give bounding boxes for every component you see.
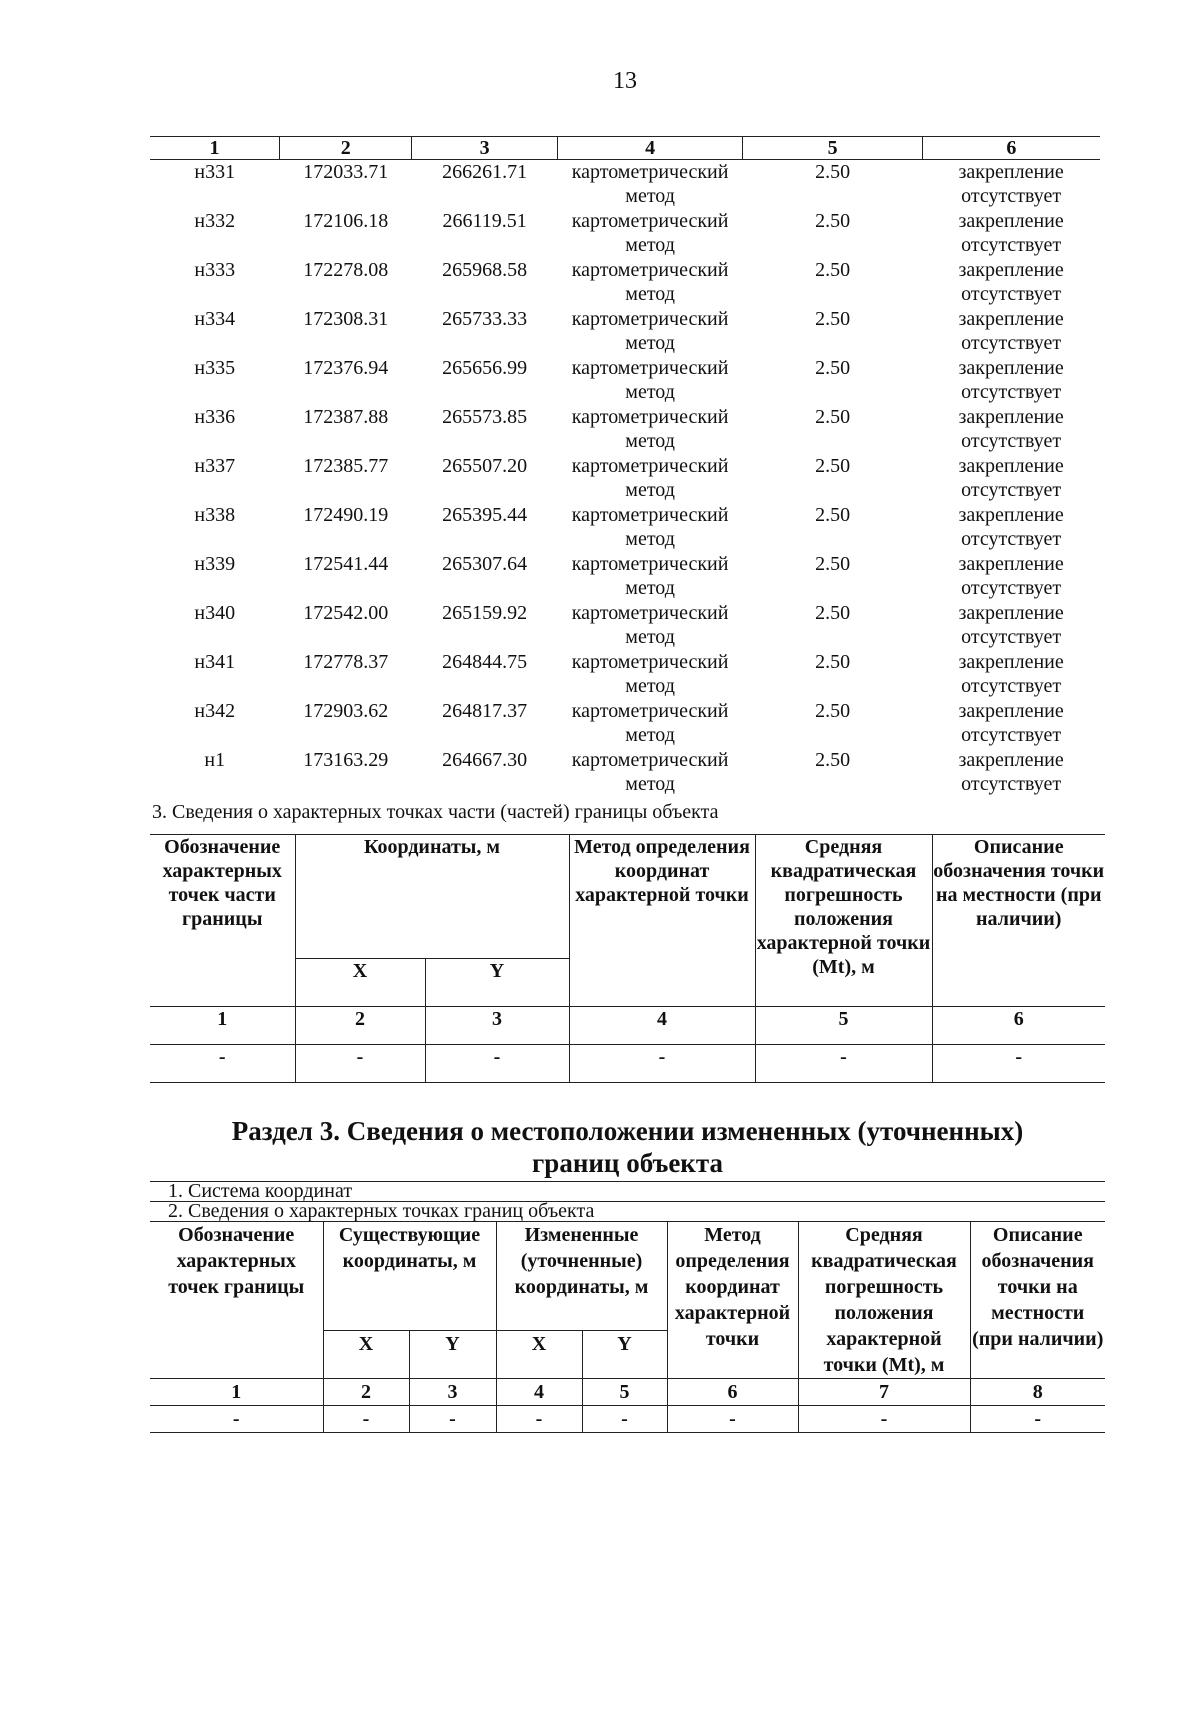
- cell-coord-y: 266261.71: [442, 161, 528, 183]
- cell-line: метод: [625, 430, 675, 452]
- col-number: 8: [970, 1379, 1105, 1406]
- cell-line: отсутствует: [961, 773, 1062, 795]
- cell-method: [557, 650, 743, 699]
- cell-coord-y: 265307.64: [442, 553, 528, 575]
- cell-line: метод: [625, 675, 675, 697]
- cell-description: [922, 748, 1100, 797]
- cell-line: закрепление: [958, 210, 1064, 232]
- header-x: X: [295, 959, 425, 1007]
- cell-accuracy: 2.50: [815, 210, 851, 232]
- cell-line: закрепление: [958, 504, 1064, 526]
- cell-coord-y: 264844.75: [442, 651, 528, 673]
- empty-cell: -: [970, 1406, 1105, 1433]
- empty-cell: -: [755, 1045, 932, 1083]
- cell-point-id: н332: [194, 210, 236, 232]
- cell-accuracy: 2.50: [815, 308, 851, 330]
- header-method: Метод определения координат характерной точки: [667, 1222, 798, 1379]
- col-header-2: 2: [279, 137, 411, 160]
- cell-coord-y: 265733.33: [442, 308, 528, 330]
- cell-line: метод: [625, 381, 675, 403]
- cell-line: отсутствует: [961, 283, 1062, 305]
- empty-cell: -: [798, 1406, 970, 1433]
- cell-coord-y: 265507.20: [442, 455, 528, 477]
- empty-cell: -: [150, 1406, 323, 1433]
- cell-coord-x: 173163.29: [303, 749, 389, 771]
- header-y-changed: Y: [582, 1330, 667, 1378]
- cell-accuracy: 2.50: [815, 700, 851, 722]
- cell-description: [922, 601, 1100, 650]
- cell-line: метод: [625, 724, 675, 746]
- cell-coord-x: 172387.88: [303, 406, 389, 428]
- cell-point-id: н338: [194, 504, 236, 526]
- cell-line: отсутствует: [961, 675, 1062, 697]
- cell-line: закрепление: [958, 259, 1064, 281]
- cell-coord-y: 264817.37: [442, 700, 528, 722]
- cell-method: [557, 307, 743, 356]
- header-coordinates: Координаты, м: [295, 835, 569, 959]
- empty-cell: -: [150, 1045, 295, 1083]
- cell-coord-x: 172376.94: [303, 357, 389, 379]
- cell-line: отсутствует: [961, 332, 1062, 354]
- cell-line: метод: [625, 479, 675, 501]
- points-table-header: [150, 137, 1100, 160]
- section-3-title-line1: Раздел 3. Сведения о местоположении измененных (уточненных): [231, 1116, 1024, 1146]
- cell-line: закрепление: [958, 455, 1064, 477]
- section-3-title-line2: границ объекта: [532, 1148, 723, 1178]
- cell-line: картометрический: [571, 406, 729, 428]
- cell-accuracy: 2.50: [815, 406, 851, 428]
- cell-method: [557, 699, 743, 748]
- header-changed-coordinates: Измененные (уточненные) координаты, м: [496, 1222, 667, 1331]
- cell-point-id: н342: [194, 700, 236, 722]
- cell-coord-x: 172903.62: [303, 700, 389, 722]
- cell-point-id: н335: [194, 357, 236, 379]
- cell-accuracy: 2.50: [815, 504, 851, 526]
- cell-method: [557, 209, 743, 258]
- header-y: Y: [425, 959, 569, 1007]
- cell-description: [922, 454, 1100, 503]
- header-error: Средняя квадратическая погрешность положения характерной точки (Mt), м: [755, 835, 932, 1007]
- table-row: [150, 405, 1100, 454]
- cell-coord-y: 265573.85: [442, 406, 528, 428]
- cell-point-id: н331: [194, 161, 236, 183]
- cell-line: картометрический: [571, 308, 729, 330]
- cell-coord-x: 172541.44: [303, 553, 389, 575]
- cell-coord-x: 172106.18: [303, 210, 389, 232]
- cell-coord-y: 265968.58: [442, 259, 528, 281]
- header-description: Описание обозначения точки на местности (при наличии): [970, 1222, 1105, 1379]
- col-number: 3: [425, 1007, 569, 1045]
- empty-cell: -: [569, 1045, 755, 1083]
- cell-line: картометрический: [571, 749, 729, 771]
- cell-line: метод: [625, 185, 675, 207]
- cell-line: картометрический: [571, 210, 729, 232]
- col-number: 2: [295, 1007, 425, 1045]
- cell-coord-y: 265395.44: [442, 504, 528, 526]
- cell-line: закрепление: [958, 700, 1064, 722]
- cell-line: картометрический: [571, 357, 729, 379]
- cell-point-id: н340: [194, 602, 236, 624]
- table-row: [150, 699, 1100, 748]
- cell-line: отсутствует: [961, 626, 1062, 648]
- col-header-6: 6: [922, 137, 1100, 160]
- header-error: Средняя квадратическая погрешность положения характерной точки (Mt), м: [798, 1222, 970, 1379]
- cell-method: [557, 503, 743, 552]
- cell-coord-x: 172542.00: [303, 602, 389, 624]
- col-number: 6: [932, 1007, 1105, 1045]
- table-row: [150, 601, 1100, 650]
- header-x-changed: X: [496, 1330, 582, 1378]
- cell-description: [922, 503, 1100, 552]
- col-number: 5: [582, 1379, 667, 1406]
- coordinate-system-line: 1. Система координат: [150, 1182, 1105, 1202]
- boundary-points-line: 2. Сведения о характерных точках границ объекта: [150, 1202, 1105, 1222]
- header-method: Метод определения координат характерной точки: [569, 835, 755, 1007]
- cell-point-id: н337: [194, 455, 236, 477]
- header-y-existing: Y: [409, 1330, 496, 1378]
- table-row: [150, 552, 1100, 601]
- cell-line: закрепление: [958, 161, 1064, 183]
- cell-line: закрепление: [958, 602, 1064, 624]
- cell-description: [922, 307, 1100, 356]
- col-number: 4: [496, 1379, 582, 1406]
- cell-description: [922, 650, 1100, 699]
- cell-line: картометрический: [571, 259, 729, 281]
- header-x-existing: X: [323, 1330, 409, 1378]
- cell-accuracy: 2.50: [815, 161, 851, 183]
- cell-description: [922, 405, 1100, 454]
- table-row: [150, 356, 1100, 405]
- section-caption-parts: 3. Сведения о характерных точках части (частей) границы объекта: [152, 801, 719, 823]
- table-row: [150, 748, 1100, 797]
- cell-line: метод: [625, 528, 675, 550]
- empty-cell: -: [425, 1045, 569, 1083]
- cell-method: [557, 601, 743, 650]
- col-number: 5: [755, 1007, 932, 1045]
- cell-coord-y: 265159.92: [442, 602, 528, 624]
- empty-cell: -: [323, 1406, 409, 1433]
- table-row: [150, 503, 1100, 552]
- cell-coord-x: 172778.37: [303, 651, 389, 673]
- cell-line: картометрический: [571, 504, 729, 526]
- cell-line: отсутствует: [961, 479, 1062, 501]
- cell-line: закрепление: [958, 308, 1064, 330]
- cell-coord-y: 266119.51: [442, 210, 527, 232]
- cell-point-id: н339: [194, 553, 236, 575]
- cell-line: отсутствует: [961, 234, 1062, 256]
- cell-accuracy: 2.50: [815, 553, 851, 575]
- cell-line: картометрический: [571, 553, 729, 575]
- cell-line: отсутствует: [961, 185, 1062, 207]
- cell-point-id: н333: [194, 259, 236, 281]
- cell-line: картометрический: [571, 700, 729, 722]
- cell-line: закрепление: [958, 357, 1064, 379]
- cell-method: [557, 454, 743, 503]
- empty-cell: -: [582, 1406, 667, 1433]
- cell-line: метод: [625, 626, 675, 648]
- cell-coord-x: 172490.19: [303, 504, 389, 526]
- col-number: 1: [150, 1007, 295, 1045]
- header-existing-coordinates: Существующие координаты, м: [323, 1222, 496, 1331]
- cell-method: [557, 160, 743, 210]
- table-row: [150, 454, 1100, 503]
- cell-point-id: н1: [204, 749, 226, 771]
- cell-description: [922, 209, 1100, 258]
- col-header-1: 1: [150, 137, 279, 160]
- cell-line: отсутствует: [961, 430, 1062, 452]
- cell-coord-x: 172033.71: [303, 161, 389, 183]
- part-points-table: [150, 834, 1105, 1083]
- cell-accuracy: 2.50: [815, 259, 851, 281]
- cell-line: метод: [625, 773, 675, 795]
- col-header-3: 3: [412, 137, 557, 160]
- cell-point-id: н341: [194, 651, 236, 673]
- cell-line: закрепление: [958, 553, 1064, 575]
- empty-cell: -: [667, 1406, 798, 1433]
- cell-coord-y: 265656.99: [442, 357, 528, 379]
- cell-point-id: н336: [194, 406, 236, 428]
- col-number: 1: [150, 1379, 323, 1406]
- cell-line: метод: [625, 234, 675, 256]
- col-header-4: 4: [557, 137, 743, 160]
- cell-description: [922, 160, 1100, 210]
- cell-method: [557, 356, 743, 405]
- cell-coord-y: 264667.30: [442, 749, 528, 771]
- cell-accuracy: 2.50: [815, 455, 851, 477]
- page-number: 13: [613, 68, 637, 94]
- cell-point-id: н334: [194, 308, 236, 330]
- col-header-5: 5: [743, 137, 922, 160]
- cell-line: отсутствует: [961, 381, 1062, 403]
- cell-accuracy: 2.50: [815, 651, 851, 673]
- cell-line: закрепление: [958, 749, 1064, 771]
- col-number: 7: [798, 1379, 970, 1406]
- table-row: [150, 258, 1100, 307]
- table-row: [150, 209, 1100, 258]
- cell-coord-x: 172308.31: [303, 308, 389, 330]
- header-designation: Обозначение характерных точек границы: [150, 1222, 323, 1379]
- cell-line: картометрический: [571, 161, 729, 183]
- empty-cell: -: [932, 1045, 1105, 1083]
- empty-cell: -: [496, 1406, 582, 1433]
- cell-accuracy: 2.50: [815, 749, 851, 771]
- cell-description: [922, 258, 1100, 307]
- cell-method: [557, 552, 743, 601]
- cell-line: картометрический: [571, 602, 729, 624]
- cell-method: [557, 258, 743, 307]
- changed-boundaries-table: [150, 1181, 1105, 1433]
- empty-cell: -: [295, 1045, 425, 1083]
- table-row: [150, 160, 1100, 210]
- cell-description: [922, 356, 1100, 405]
- cell-description: [922, 699, 1100, 748]
- col-number: 6: [667, 1379, 798, 1406]
- cell-line: отсутствует: [961, 577, 1062, 599]
- cell-coord-x: 172385.77: [303, 455, 389, 477]
- col-number: 2: [323, 1379, 409, 1406]
- cell-line: закрепление: [958, 406, 1064, 428]
- col-number: 4: [569, 1007, 755, 1045]
- cell-line: метод: [625, 577, 675, 599]
- header-description: Описание обозначения точки на местности (при наличии): [932, 835, 1105, 1007]
- cell-description: [922, 552, 1100, 601]
- table-row: [150, 650, 1100, 699]
- empty-cell: -: [409, 1406, 496, 1433]
- cell-line: закрепление: [958, 651, 1064, 673]
- cell-method: [557, 405, 743, 454]
- cell-coord-x: 172278.08: [303, 259, 389, 281]
- header-designation: Обозначение характерных точек части границы: [150, 835, 295, 1007]
- col-number: 3: [409, 1379, 496, 1406]
- points-table: [150, 136, 1100, 797]
- cell-line: картометрический: [571, 651, 729, 673]
- cell-line: отсутствует: [961, 724, 1062, 746]
- section-3-title: [150, 1115, 1105, 1179]
- cell-line: картометрический: [571, 455, 729, 477]
- cell-line: метод: [625, 283, 675, 305]
- table-row: [150, 307, 1100, 356]
- cell-accuracy: 2.50: [815, 602, 851, 624]
- cell-line: метод: [625, 332, 675, 354]
- cell-method: [557, 748, 743, 797]
- cell-line: отсутствует: [961, 528, 1062, 550]
- cell-accuracy: 2.50: [815, 357, 851, 379]
